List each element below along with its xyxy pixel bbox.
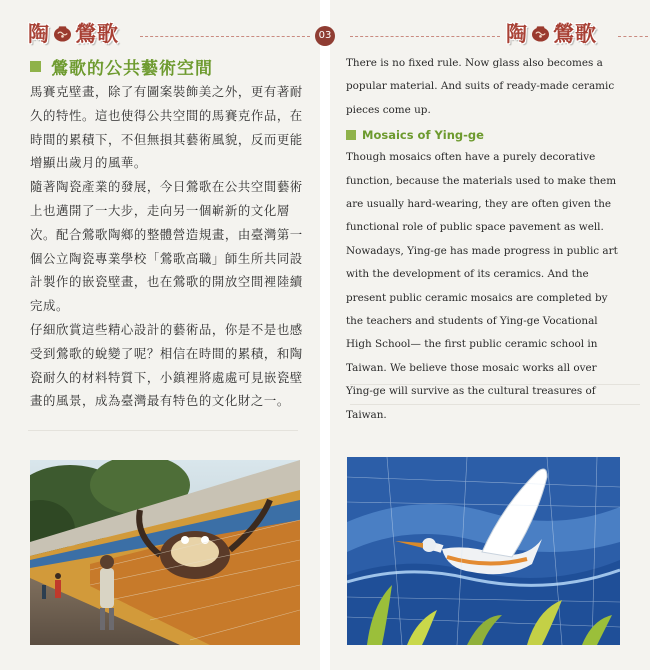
book-header-left [28, 22, 119, 44]
bullet-square [346, 130, 356, 140]
en-intro: There is no fixed rule. Now glass also becomes a popular material. And suits of ready-made ceramic pieces come up. [346, 57, 615, 116]
section-title-zh: 鶯歌的公共藝術空間 [51, 59, 213, 79]
section-title-en: Mosaics of Ying-ge [362, 127, 484, 142]
section-heading-left [30, 54, 213, 79]
zh-paragraph-1: 馬賽克壁畫，除了有圖案裝飾美之外，更有著耐久的特性。這也使得公共空間的馬賽克作品，在時間的累積下，不但無損其藝術風貌，反而更能增顯出歲月的風華。 [30, 84, 303, 171]
header-char-tao: 陶 [506, 21, 528, 46]
mosaic-heron-photo [347, 457, 620, 645]
en-paragraph: Though mosaics often have a purely decorative function, because the materials used to make them are usually hard-wearing, they are often given the functional role of public space pavement as well. Nowadays, Ying-ge has made progress in public art with the development of its ceramics. And the present public ceramic mosaics are completed by the teachers and students of Ying-ge Vocational High School— the first public ceramic school in Taiwan. We believe those mosaic works all over Ying-ge will survive as the cultural treasures of Taiwan. [346, 151, 618, 421]
mosaic-heron-image [347, 457, 620, 645]
pot-icon [531, 25, 550, 42]
mosaic-wall-crab-photo [30, 460, 300, 645]
english-body-text [346, 52, 626, 427]
header-divider [140, 36, 310, 37]
bullet-square [30, 61, 41, 72]
page-number-badge: 03 [315, 26, 335, 46]
section-heading-right [346, 124, 626, 146]
mosaic-wall-image [30, 460, 300, 645]
header-divider-right [350, 36, 500, 37]
header-chars-yingge: 鶯歌 [75, 21, 119, 46]
header-char-tao: 陶 [28, 21, 50, 46]
pot-icon [53, 25, 72, 42]
book-header-right [506, 22, 597, 44]
zh-paragraph-3: 仔細欣賞這些精心設計的藝術品，你是不是也感受到鶯歌的蛻變了呢？相信在時間的累積，和陶瓷耐久的材料特質下，小鎮裡將處處可見嵌瓷壁畫的風景，成為臺灣最有特色的文化財之一。 [30, 321, 303, 409]
left-page [0, 0, 320, 670]
chinese-body-text [30, 80, 305, 413]
header-chars-yingge: 鶯歌 [553, 21, 597, 46]
header-divider-right-tail [618, 36, 648, 37]
page-gutter [320, 0, 330, 670]
faint-rule [28, 430, 298, 431]
zh-paragraph-2: 隨著陶瓷產業的發展，今日鶯歌在公共空間藝術上也邁開了一大步，走向另一個嶄新的文化層次。配合鶯歌陶鄉的整體營造規畫，由臺灣第一個公立陶瓷專業學校「鶯歌高職」師生所共同設計製作的嵌瓷壁畫，也在鶯歌的開放空間裡陸續完成。 [30, 179, 303, 314]
